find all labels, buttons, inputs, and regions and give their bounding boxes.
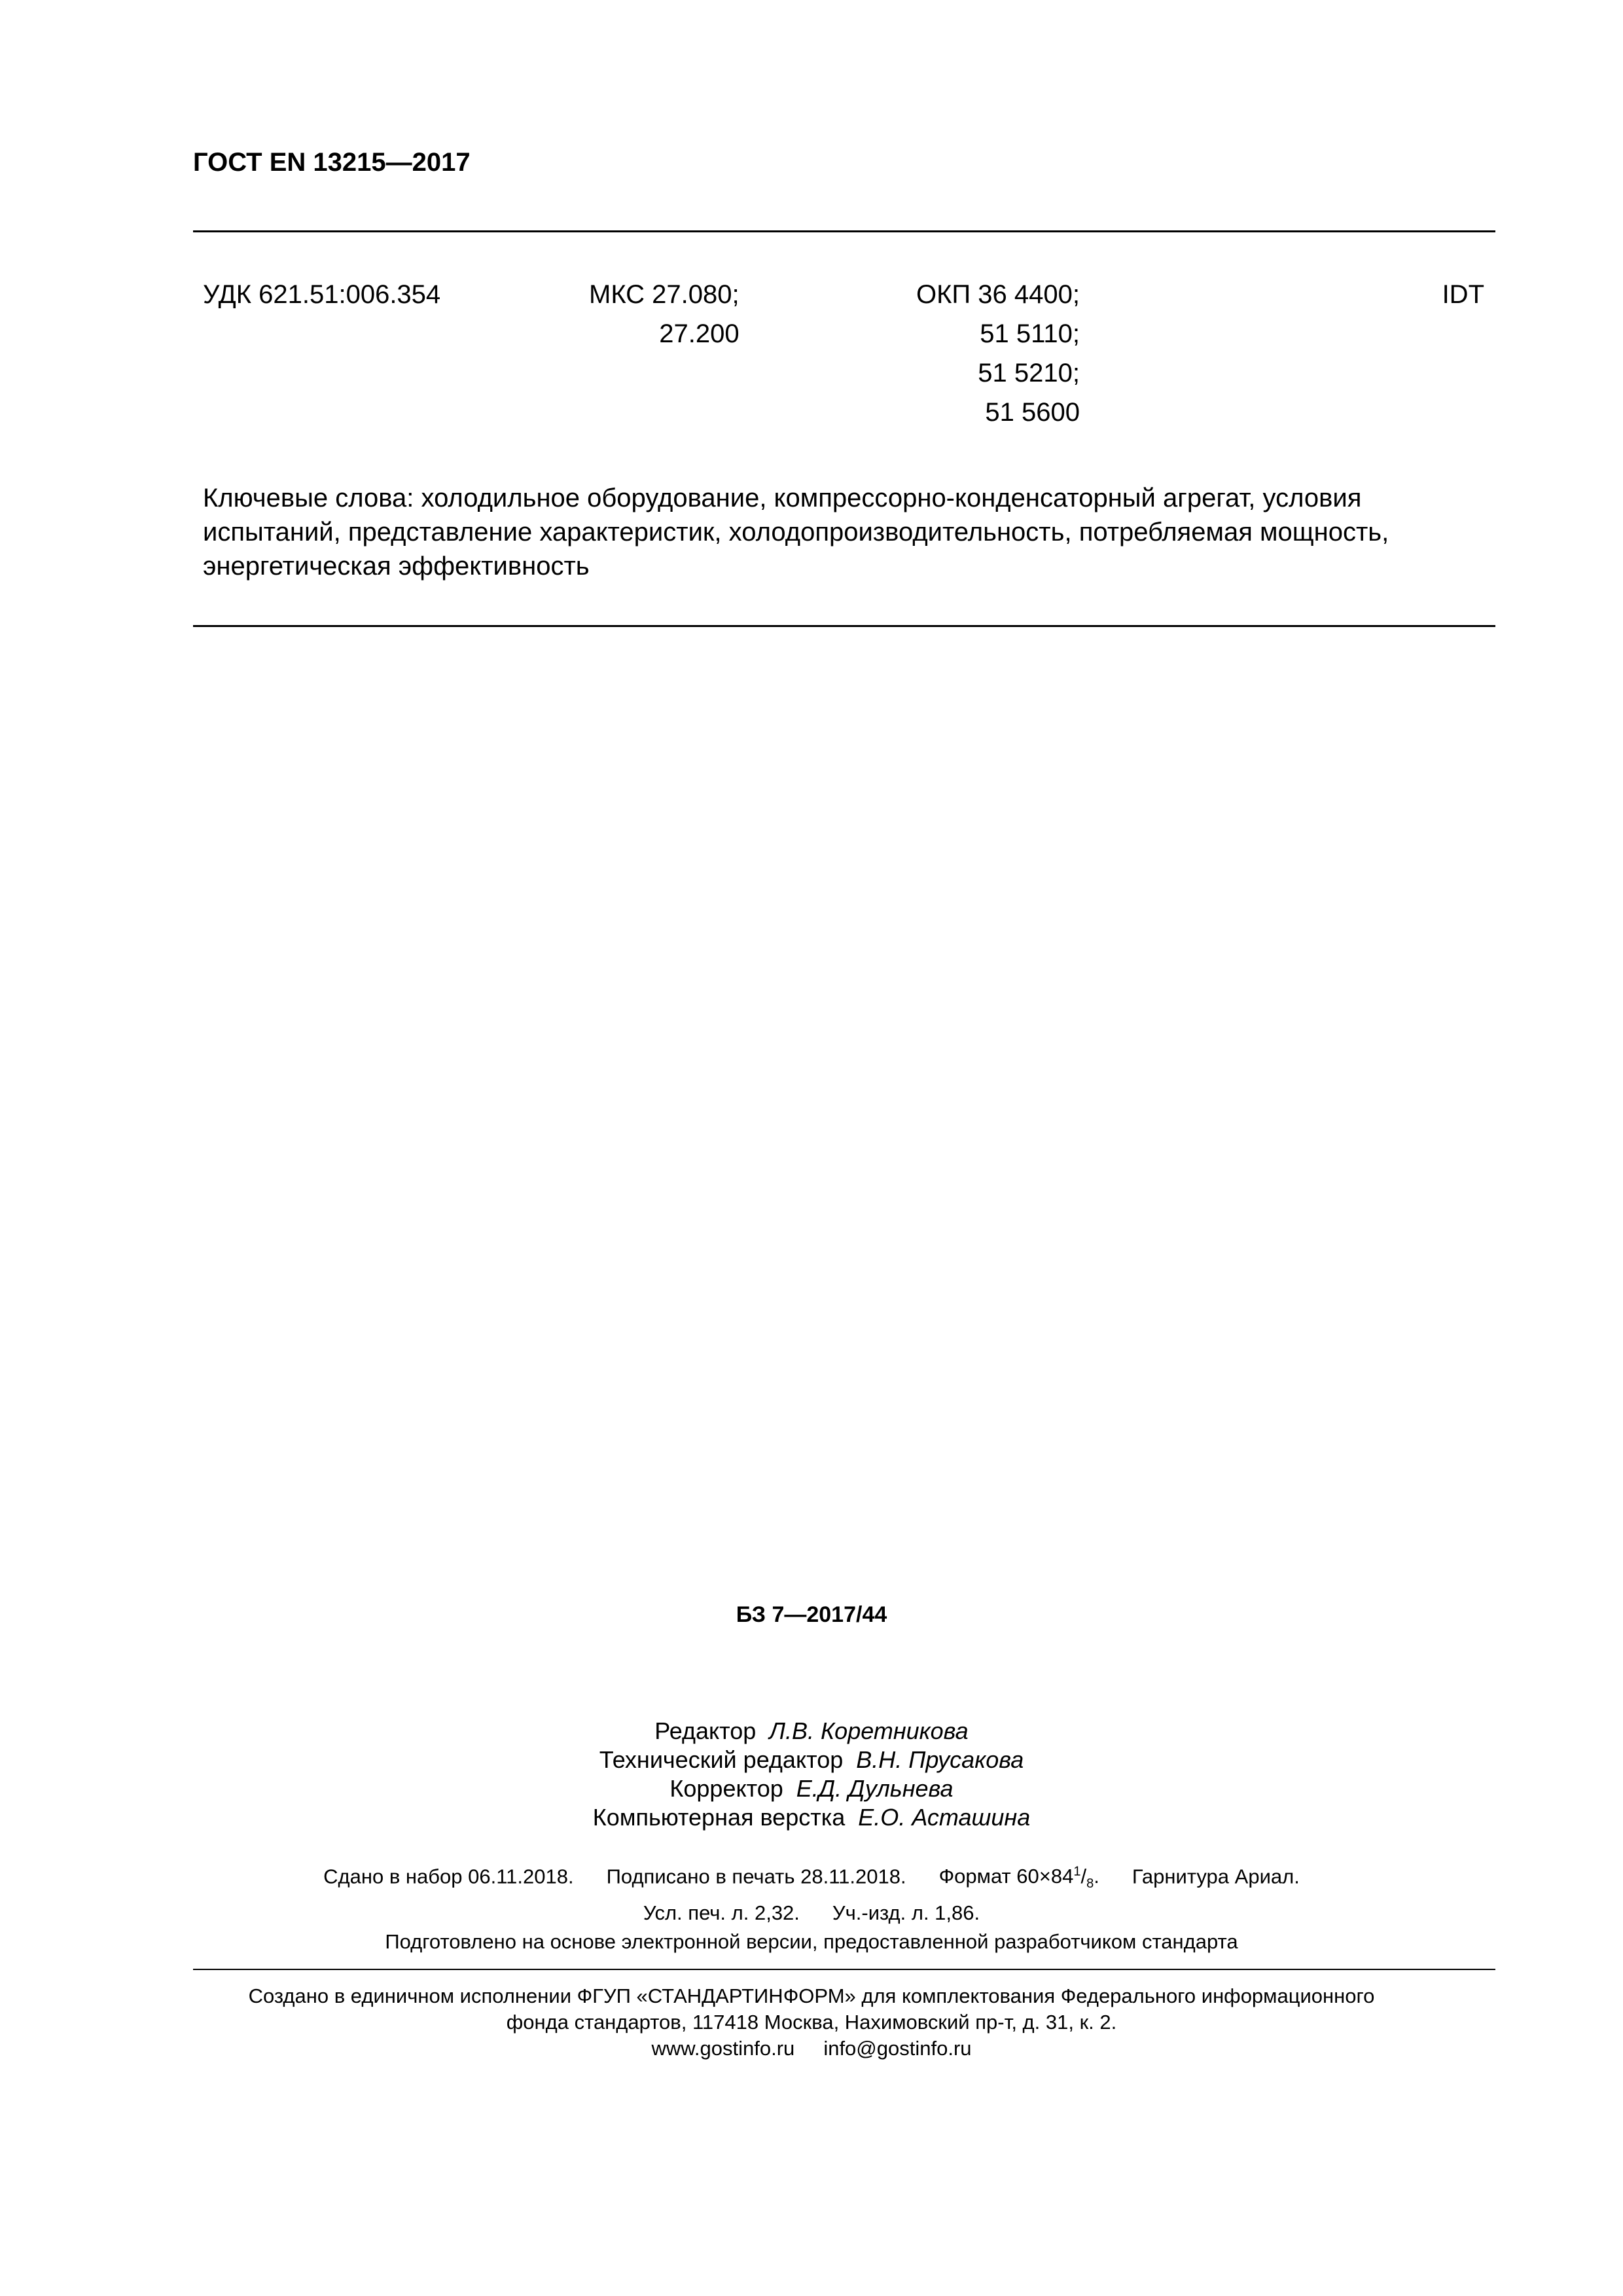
usl-sheets: Усл. печ. л. 2,32.: [643, 1901, 800, 1924]
keywords-paragraph: Ключевые слова: холодильное оборудование, компрессорно-конденсаторный агрегат, условия испытаний, представление характеристик, холодопроизводительность, потребляемая мощность, энергетическая эффективность: [203, 484, 1389, 581]
staff-role: Редактор: [654, 1717, 757, 1744]
footer-line: Создано в единичном исполнении ФГУП «СТАНДАРТИНФОРМ» для комплектования Федерального информационного: [248, 1984, 1375, 2007]
staff-name: Л.В. Коретникова: [769, 1717, 969, 1744]
okp-code: 51 5210;: [978, 359, 1080, 387]
staff-name: Е.Д. Дульнева: [796, 1775, 954, 1802]
mks-code: 27.200: [659, 319, 740, 348]
staff-list: [0, 1717, 1623, 1832]
format-sup: 1: [1073, 1865, 1081, 1879]
footer-contacts: [0, 2036, 1623, 2062]
format-spec: [938, 1865, 1099, 1892]
okp-code: 51 5600: [985, 398, 1080, 427]
publisher-footer: [0, 1983, 1623, 2062]
staff-name: Е.О. Асташина: [858, 1804, 1031, 1831]
okp-code: 51 5110;: [980, 319, 1080, 348]
keywords-divider: [193, 625, 1495, 627]
print-info: [0, 1857, 1623, 1956]
footer-divider: [193, 1969, 1495, 1970]
staff-editor: [0, 1717, 1623, 1746]
staff-tech-editor: [0, 1746, 1623, 1774]
bz-number: БЗ 7—2017/44: [736, 1602, 887, 1627]
staff-role: Корректор: [669, 1775, 783, 1802]
staff-layout: [0, 1803, 1623, 1832]
mks-codes: [589, 275, 740, 353]
okp-code: ОКП 36 4400;: [916, 280, 1080, 309]
footer-line: фонда стандартов, 117418 Москва, Нахимовский пр-т, д. 31, к. 2.: [506, 2011, 1117, 2034]
staff-role: Технический редактор: [599, 1746, 844, 1773]
okp-codes: [916, 275, 1080, 432]
top-divider: [193, 230, 1495, 232]
uch-sheets: Уч.-изд. л. 1,86.: [832, 1901, 980, 1924]
document-header-title: ГОСТ EN 13215—2017: [193, 148, 471, 177]
prepared-note: Подготовлено на основе электронной версии, предоставленной разработчиком стандарта: [385, 1929, 1238, 1953]
typeface: Гарнитура Ариал.: [1132, 1865, 1300, 1888]
signed-date: Подписано в печать 28.11.2018.: [606, 1865, 906, 1888]
format-sub: 8: [1086, 1876, 1094, 1892]
staff-corrector: [0, 1774, 1623, 1803]
idt-label: IDT: [1442, 280, 1484, 309]
format-prefix: Формат 60×84: [938, 1865, 1074, 1888]
format-suffix: .: [1094, 1865, 1099, 1888]
submitted-date: Сдано в набор 06.11.2018.: [323, 1865, 574, 1888]
staff-role: Компьютерная верстка: [592, 1804, 846, 1831]
udk-code: УДК 621.51:006.354: [203, 280, 441, 309]
mks-code: МКС 27.080;: [589, 280, 740, 309]
print-info-line: [0, 1857, 1623, 1899]
format-slash: /: [1080, 1865, 1087, 1888]
email-link[interactable]: info@gostinfo.ru: [823, 2037, 972, 2060]
staff-name: В.Н. Прусакова: [856, 1746, 1024, 1773]
website-link[interactable]: www.gostinfo.ru: [651, 2037, 795, 2060]
print-sheets-line: [0, 1899, 1623, 1928]
